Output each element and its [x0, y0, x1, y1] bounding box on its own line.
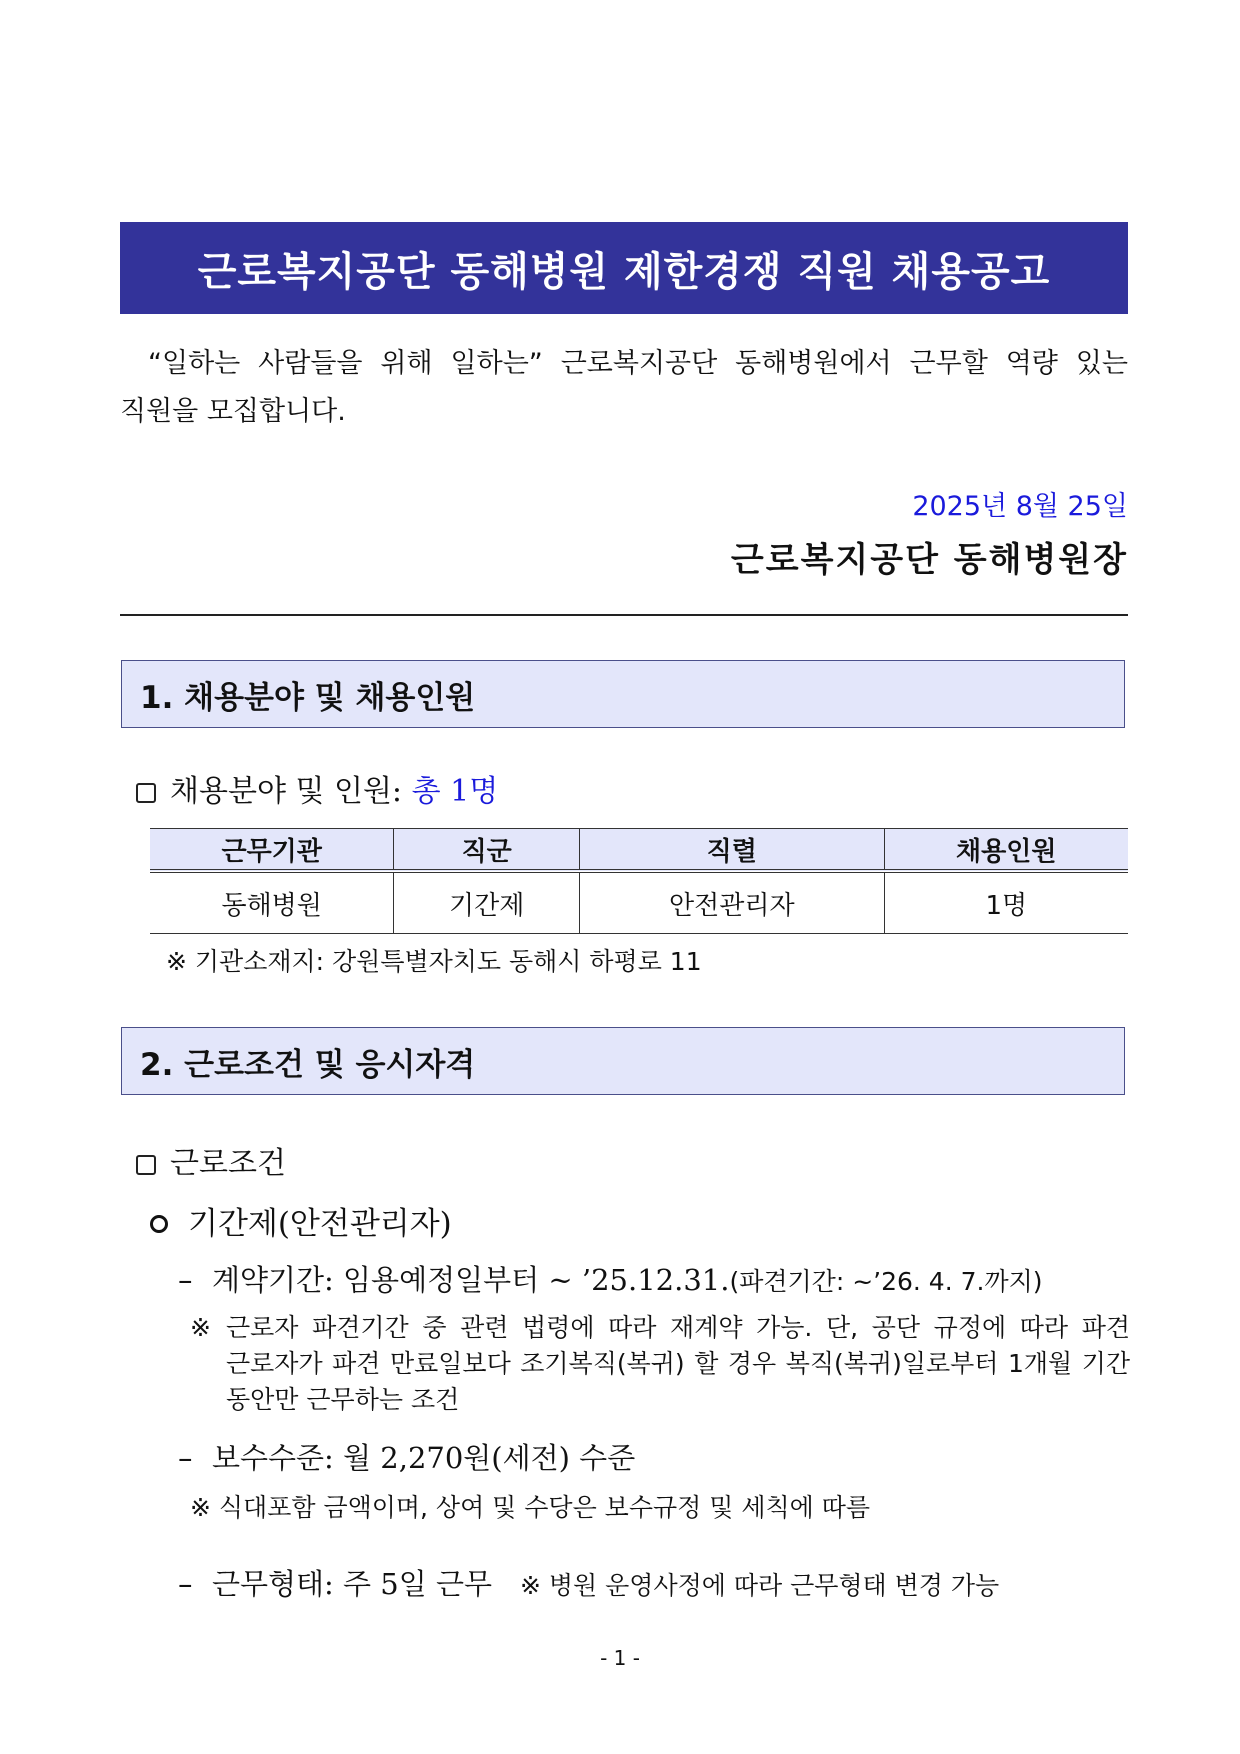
intro-line-2: 직원을 모집합니다. [120, 396, 346, 427]
location-note: ※ 기관소재지: 강원특별자치도 동해시 하평로 11 [166, 947, 702, 976]
contract-period-label: 계약기간: 임용예정일부터 ~ ’25.12.31. [212, 1263, 730, 1297]
table-header: 근무기관 [150, 829, 394, 872]
table-header: 직군 [394, 829, 580, 872]
table-cell: 안전관리자 [579, 871, 884, 934]
work-conditions-item [136, 1138, 286, 1182]
page-number: - 1 - [600, 1646, 640, 1670]
contract-period-detail: (파견기간: ~’26. 4. 7.까지) [729, 1267, 1043, 1296]
checkbox-square-icon [136, 1155, 156, 1175]
section-1-heading: 1. 채용분야 및 채용인원 [121, 660, 1125, 728]
dash-bullet: – [178, 1263, 193, 1297]
contract-note-line-3: 동안만 근무하는 조건 [226, 1385, 460, 1414]
recruit-total: 총 1명 [411, 774, 499, 809]
table-cell: 기간제 [394, 871, 580, 934]
checkbox-square-icon [136, 783, 156, 803]
table-header: 직렬 [579, 829, 884, 872]
table-cell: 동해병원 [150, 871, 394, 934]
table-cell: 1명 [884, 871, 1128, 934]
reference-mark: ※ [190, 1313, 211, 1342]
salary-label: 보수수준: 월 2,270원(세전) 수준 [212, 1441, 636, 1475]
table-row [150, 871, 1128, 934]
circle-bullet-icon [150, 1215, 168, 1233]
table-header: 채용인원 [884, 829, 1128, 872]
intro-paragraph [120, 340, 1128, 436]
work-conditions-label: 근로조건 [170, 1146, 286, 1181]
recruit-table [150, 828, 1128, 934]
contract-period-item [178, 1258, 1043, 1299]
dash-bullet: – [178, 1441, 193, 1475]
announcement-date: 2025년 8월 25일 [912, 491, 1128, 522]
recruit-field-item [136, 766, 498, 810]
position-item [150, 1198, 452, 1243]
work-type-label: 근무형태: 주 5일 근무 [212, 1567, 492, 1601]
section-2-heading: 2. 근로조건 및 응시자격 [121, 1027, 1125, 1095]
divider [120, 614, 1128, 616]
position-label: 기간제(안전관리자) [188, 1206, 452, 1242]
work-type-item [178, 1562, 999, 1603]
document-title: 근로복지공단 동해병원 제한경쟁 직원 채용공고 [120, 222, 1128, 314]
salary-item [178, 1436, 635, 1477]
contract-note-line-1: 근로자 파견기간 중 관련 법령에 따라 재계약 가능. 단, 공단 규정에 따라 파견 [226, 1313, 1130, 1342]
salary-note: ※ 식대포함 금액이며, 상여 및 수당은 보수규정 및 세칙에 따름 [190, 1493, 871, 1522]
contract-note-line-2: 근로자가 파견 만료일보다 조기복직(복귀) 할 경우 복직(복귀)일로부터 1개월 기간 [226, 1349, 1130, 1378]
intro-line-1: “일하는 사람들을 위해 일하는” 근로복지공단 동해병원에서 근무할 역량 있는 [148, 348, 1128, 379]
recruit-field-label: 채용분야 및 인원: [170, 774, 403, 809]
signer: 근로복지공단 동해병원장 [730, 540, 1128, 580]
table-header-row [150, 829, 1128, 872]
dash-bullet: – [178, 1567, 193, 1601]
work-type-note: ※ 병원 운영사정에 따라 근무형태 변경 가능 [520, 1571, 1000, 1600]
contract-note [190, 1310, 1130, 1418]
